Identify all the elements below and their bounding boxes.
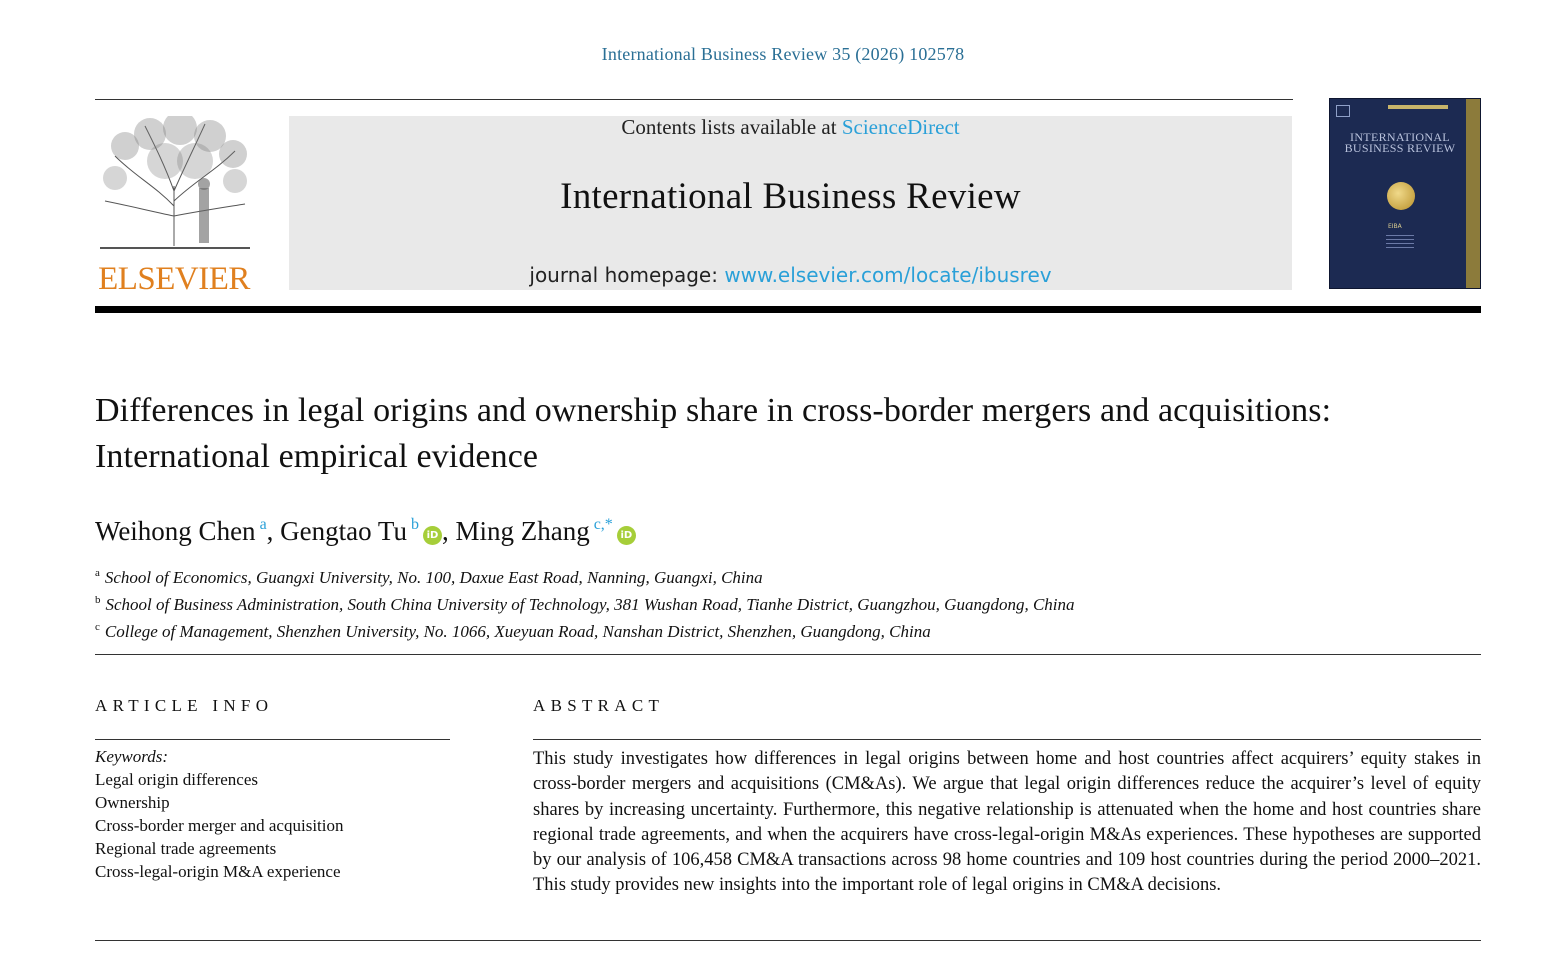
keywords-block	[95, 745, 450, 883]
abstract-heading: ABSTRACT	[533, 696, 665, 715]
homepage-prefix: journal homepage:	[529, 263, 725, 287]
author-name[interactable]: Ming Zhang	[455, 516, 590, 546]
orcid-icon[interactable]: iD	[423, 526, 442, 545]
section-divider	[95, 654, 1481, 655]
author-separator: ,	[266, 516, 281, 546]
homepage-link[interactable]: www.elsevier.com/locate/ibusrev	[724, 263, 1052, 287]
cover-title: INTERNATIONAL BUSINESS REVIEW	[1344, 130, 1456, 155]
homepage-line	[289, 263, 1292, 287]
affiliation-item	[95, 562, 1395, 589]
cover-globe-icon	[1387, 182, 1415, 210]
contents-line	[289, 115, 1292, 140]
header-top-rule	[95, 99, 1293, 100]
author-affil-mark[interactable]: c,*	[593, 516, 613, 533]
elsevier-wordmark: ELSEVIER	[98, 261, 250, 297]
author-list	[95, 505, 1295, 551]
keywords-label: Keywords:	[95, 747, 169, 766]
author-name[interactable]: Gengtao Tu	[280, 516, 407, 546]
affiliation-item	[95, 589, 1395, 616]
abstract-text: This study investigates how differences in legal origins between home and host countries affect acquirers’ equity stakes in cross-border mergers and acquisitions (CM&As). We argue that legal origin differences reduce the acquirer’s level of equity shares by increasing uncertainty. Furthermore, this negative relationship is attenuated when the home and host countries share regional trade agreements, and when the acquirers have cross-legal-origin M&As experiences. These hypotheses are supported by our analysis of 106,458 CM&A transactions across 98 home countries and 109 host countries during the period 2000–2021. This study provides new insights into the important role of legal origins in CM&A decisions.	[533, 749, 1481, 896]
author-name[interactable]: Weihong Chen	[95, 516, 256, 546]
contents-prefix: Contents lists available at	[621, 115, 842, 139]
affiliation-list	[95, 562, 1395, 643]
affiliation-text: School of Economics, Guangxi University, No. 100, Daxue East Road, Nanning, Guangxi, China	[104, 568, 763, 587]
affiliation-mark: a	[95, 567, 100, 579]
author-separator: ,	[441, 516, 456, 546]
cover-spine-strip	[1466, 99, 1480, 288]
author-affil-mark[interactable]: b	[410, 516, 419, 533]
cover-top-bar	[1388, 105, 1448, 109]
affiliation-mark: b	[95, 594, 101, 606]
journal-citation-link[interactable]: International Business Review 35 (2026) 102578	[601, 44, 965, 64]
article-info-rule	[95, 739, 450, 740]
cover-badge: EIBA	[1388, 223, 1402, 230]
cover-text-lines	[1386, 235, 1414, 251]
journal-cover-thumbnail[interactable]	[1329, 98, 1481, 289]
keyword-item: Cross-border merger and acquisition	[95, 816, 344, 835]
cover-emblem-icon	[1336, 105, 1350, 117]
abstract-rule	[533, 739, 1481, 740]
header-thick-rule	[95, 306, 1481, 313]
journal-name: International Business Review	[560, 176, 1021, 217]
sciencedirect-link[interactable]: ScienceDirect	[841, 115, 960, 139]
article-title: Differences in legal origins and ownership share in cross-border mergers and acquisitions: International empirical evidence	[95, 392, 1332, 475]
keyword-item: Ownership	[95, 793, 170, 812]
author-affil-mark[interactable]: a	[259, 516, 267, 533]
affiliation-text: College of Management, Shenzhen University, No. 1066, Xueyuan Road, Nanshan District, Shenzhen, Guangdong, China	[104, 622, 931, 641]
orcid-icon[interactable]: iD	[617, 526, 636, 545]
affiliation-text: School of Business Administration, South China University of Technology, 381 Wushan Road, Tianhe District, Guangzhou, Guangdong, China	[105, 595, 1075, 614]
keyword-item: Regional trade agreements	[95, 839, 277, 858]
affiliation-item	[95, 616, 1395, 643]
keyword-item: Cross-legal-origin M&A experience	[95, 862, 341, 881]
keyword-item: Legal origin differences	[95, 770, 259, 789]
abstract-bottom-rule	[95, 940, 1481, 941]
affiliation-mark: c	[95, 621, 100, 633]
article-info-heading: ARTICLE INFO	[95, 696, 274, 715]
